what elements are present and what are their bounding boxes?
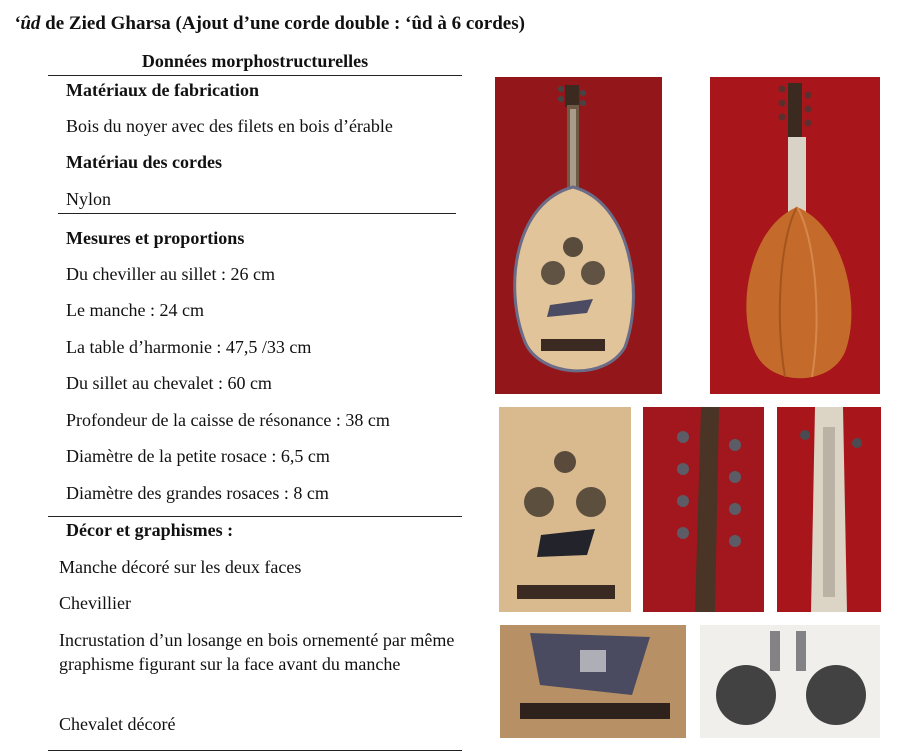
decor-heading: Décor et graphismes : bbox=[66, 520, 234, 540]
decor-item: Incrustation d’un losange en bois ornementé par même graphisme figurant sur la face avant du manche bbox=[59, 630, 455, 674]
strings-rule bbox=[58, 213, 456, 214]
oud-back-photo bbox=[710, 77, 880, 394]
rosettes-detail-photo bbox=[499, 407, 631, 612]
oud-front-photo bbox=[495, 77, 662, 394]
strings-heading: Matériau des cordes bbox=[66, 152, 222, 172]
pegbox-photo bbox=[643, 407, 764, 612]
decor-item: Chevillier bbox=[59, 593, 131, 613]
measure-item: Du sillet au chevalet : 60 cm bbox=[66, 373, 272, 393]
materials-heading: Matériaux de fabrication bbox=[66, 80, 259, 100]
strings-value: Nylon bbox=[66, 189, 111, 209]
materials-value: Bois du noyer avec des filets en bois d’érable bbox=[66, 116, 393, 136]
measure-item: Profondeur de la caisse de résonance : 38 cm bbox=[66, 410, 390, 430]
large-rosettes-photo bbox=[700, 625, 880, 738]
measure-item: La table d’harmonie : 47,5 /33 cm bbox=[66, 337, 312, 357]
lozenge-inlay-photo bbox=[500, 625, 686, 738]
top-rule bbox=[48, 75, 462, 76]
table-heading: Données morphostructurelles bbox=[141, 51, 369, 71]
bottom-rule bbox=[48, 750, 462, 751]
measures-heading: Mesures et proportions bbox=[66, 228, 245, 248]
measure-item: Diamètre des grandes rosaces : 8 cm bbox=[66, 483, 329, 503]
title-rest: de Zied Gharsa (Ajout d’une corde double : ‘ûd à 6 cordes) bbox=[40, 13, 525, 34]
document-title bbox=[14, 13, 525, 35]
decor-item: Chevalet décoré bbox=[59, 714, 176, 734]
measures-rule bbox=[48, 516, 462, 517]
neck-inlay-photo bbox=[777, 407, 881, 612]
measure-item: Du cheviller au sillet : 26 cm bbox=[66, 264, 275, 284]
decor-item: Manche décoré sur les deux faces bbox=[59, 557, 302, 577]
title-italic: ‘ûd bbox=[14, 13, 41, 34]
measure-item: Le manche : 24 cm bbox=[66, 300, 204, 320]
measure-item: Diamètre de la petite rosace : 6,5 cm bbox=[66, 446, 330, 466]
